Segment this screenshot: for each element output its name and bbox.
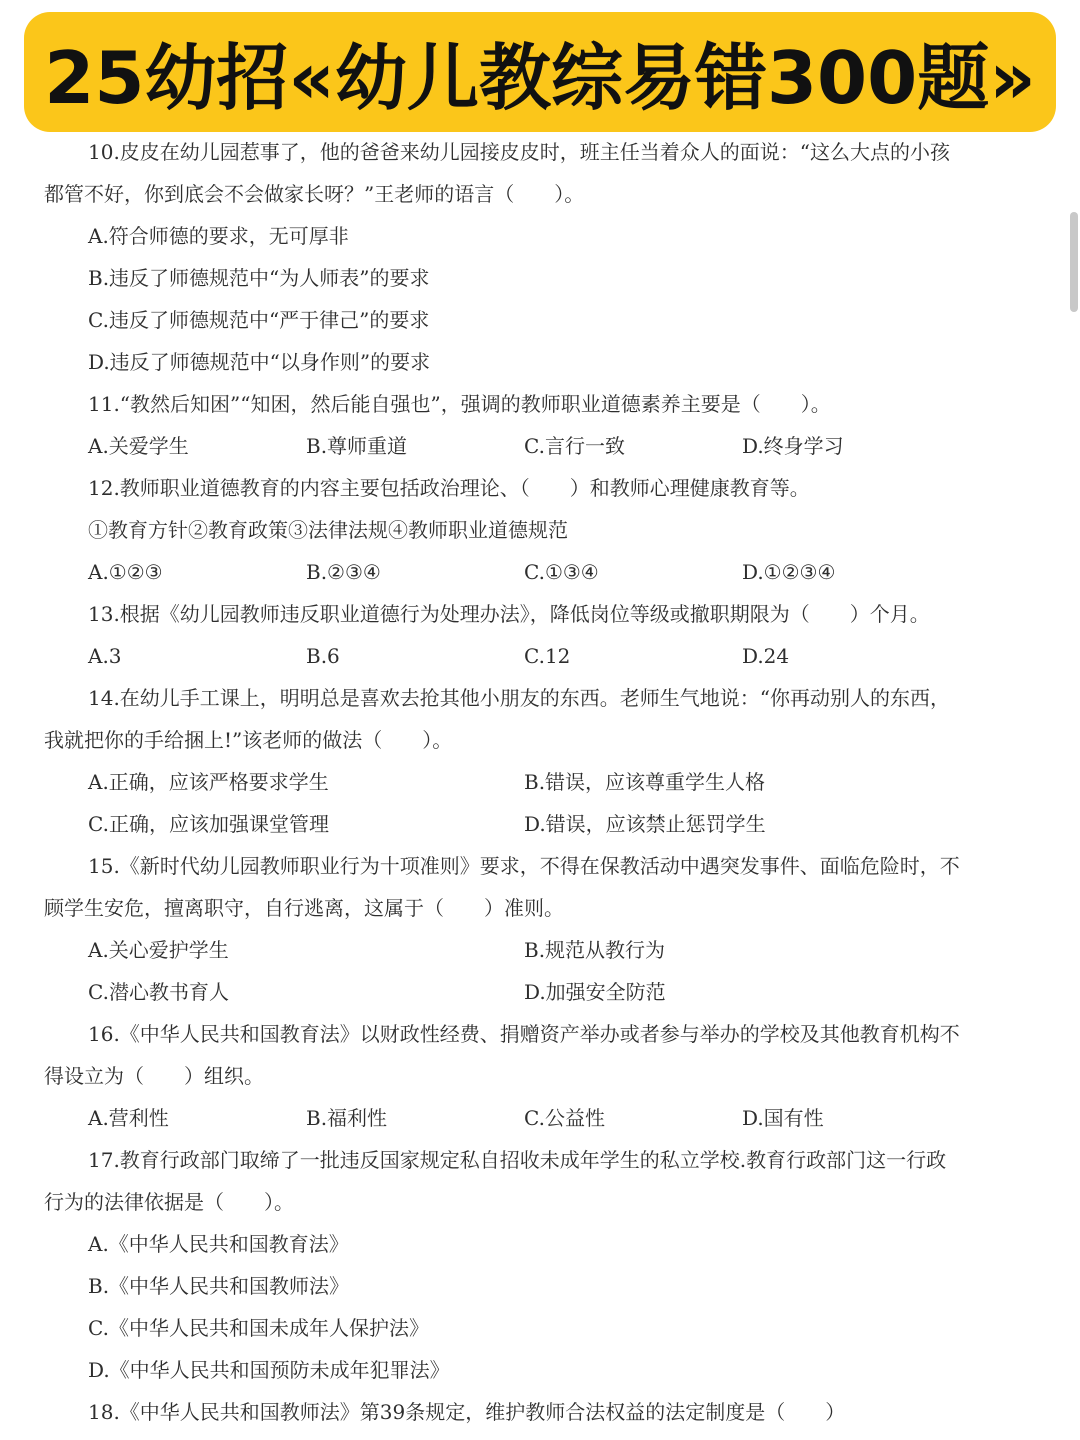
q17-stem-line-2: 行为的法律依据是（ ）。 <box>44 1190 294 1214</box>
q10-stem-line-2: 都管不好，你到底会不会做家长呀？”王老师的语言（ ）。 <box>44 182 585 206</box>
q12-option-a: A.①②③ <box>88 560 163 584</box>
q16-option-b: B.福利性 <box>306 1106 388 1130</box>
q12-option-b: B.②③④ <box>306 560 381 584</box>
q10-option-c: C.违反了师德规范中“严于律己”的要求 <box>88 308 430 332</box>
q10-option-d: D.违反了师德规范中“以身作则”的要求 <box>88 350 431 374</box>
q14-option-a: A.正确，应该严格要求学生 <box>88 770 329 794</box>
title-banner <box>24 12 1056 132</box>
q12-stem-line-2: ①教育方针②教育政策③法律法规④教师职业道德规范 <box>88 518 568 542</box>
q15-stem-line-2: 顾学生安危，擅离职守，自行逃离，这属于（ ）准则。 <box>44 896 564 920</box>
q11-option-a: A.关爱学生 <box>88 434 189 458</box>
q16-option-c: C.公益性 <box>524 1106 605 1130</box>
q11-option-b: B.尊师重道 <box>306 434 408 458</box>
scrollbar-thumb[interactable] <box>1070 212 1078 312</box>
q14-stem-line-2: 我就把你的手给捆上!”该老师的做法（ ）。 <box>44 728 453 752</box>
q16-option-d: D.国有性 <box>742 1106 824 1130</box>
q12-option-c: C.①③④ <box>524 560 599 584</box>
q15-option-d: D.加强安全防范 <box>524 980 666 1004</box>
q14-stem-line-1: 14.在幼儿手工课上，明明总是喜欢去抢其他小朋友的东西。老师生气地说：“你再动别人的东西， <box>88 686 951 710</box>
q13-option-a: A.3 <box>88 644 122 668</box>
banner-title: 25幼招«幼儿教综易错300题» <box>44 36 1036 120</box>
q16-stem-line-2: 得设立为（ ）组织。 <box>44 1064 264 1088</box>
q17-option-d: D.《中华人民共和国预防未成年犯罪法》 <box>88 1358 450 1382</box>
q11-stem-line-1: 11.“教然后知困”“知困，然后能自强也”，强调的教师职业道德素养主要是（ ）。 <box>88 392 831 416</box>
q14-option-b: B.错误，应该尊重学生人格 <box>524 770 766 794</box>
q13-option-c: C.12 <box>524 644 571 668</box>
q11-option-c: C.言行一致 <box>524 434 625 458</box>
q12-option-d: D.①②③④ <box>742 560 836 584</box>
q10-option-b: B.违反了师德规范中“为人师表”的要求 <box>88 266 430 290</box>
q13-option-d: D.24 <box>742 644 790 668</box>
q16-option-a: A.营利性 <box>88 1106 169 1130</box>
q13-stem-line-1: 13.根据《幼儿园教师违反职业道德行为处理办法》，降低岗位等级或撤职期限为（ ）个月。 <box>88 602 930 626</box>
q14-option-c: C.正确，应该加强课堂管理 <box>88 812 329 836</box>
q10-option-a: A.符合师德的要求，无可厚非 <box>88 224 349 248</box>
q14-option-d: D.错误，应该禁止惩罚学生 <box>524 812 766 836</box>
q11-option-d: D.终身学习 <box>742 434 844 458</box>
q17-option-c: C.《中华人民共和国未成年人保护法》 <box>88 1316 429 1340</box>
q15-option-c: C.潜心教书育人 <box>88 980 229 1004</box>
q18-stem-line-1: 18.《中华人民共和国教师法》第39条规定，维护教师合法权益的法定制度是（ ） <box>88 1400 846 1424</box>
q15-stem-line-1: 15.《新时代幼儿园教师职业行为十项准则》要求，不得在保教活动中遇突发事件、面临危险时，不 <box>88 854 960 878</box>
q17-option-a: A.《中华人民共和国教育法》 <box>88 1232 349 1256</box>
q16-stem-line-1: 16.《中华人民共和国教育法》以财政性经费、捐赠资产举办或者参与举办的学校及其他教育机构不 <box>88 1022 960 1046</box>
q15-option-a: A.关心爱护学生 <box>88 938 229 962</box>
q17-stem-line-1: 17.教育行政部门取缔了一批违反国家规定私自招收未成年学生的私立学校.教育行政部门这一行政 <box>88 1148 947 1172</box>
q13-option-b: B.6 <box>306 644 340 668</box>
q10-stem-line-1: 10.皮皮在幼儿园惹事了，他的爸爸来幼儿园接皮皮时，班主任当着众人的面说：“这么大点的小孩 <box>88 140 951 164</box>
q17-option-b: B.《中华人民共和国教师法》 <box>88 1274 350 1298</box>
q15-option-b: B.规范从教行为 <box>524 938 666 962</box>
q12-stem-line-1: 12.教师职业道德教育的内容主要包括政治理论、（ ）和教师心理健康教育等。 <box>88 476 810 500</box>
